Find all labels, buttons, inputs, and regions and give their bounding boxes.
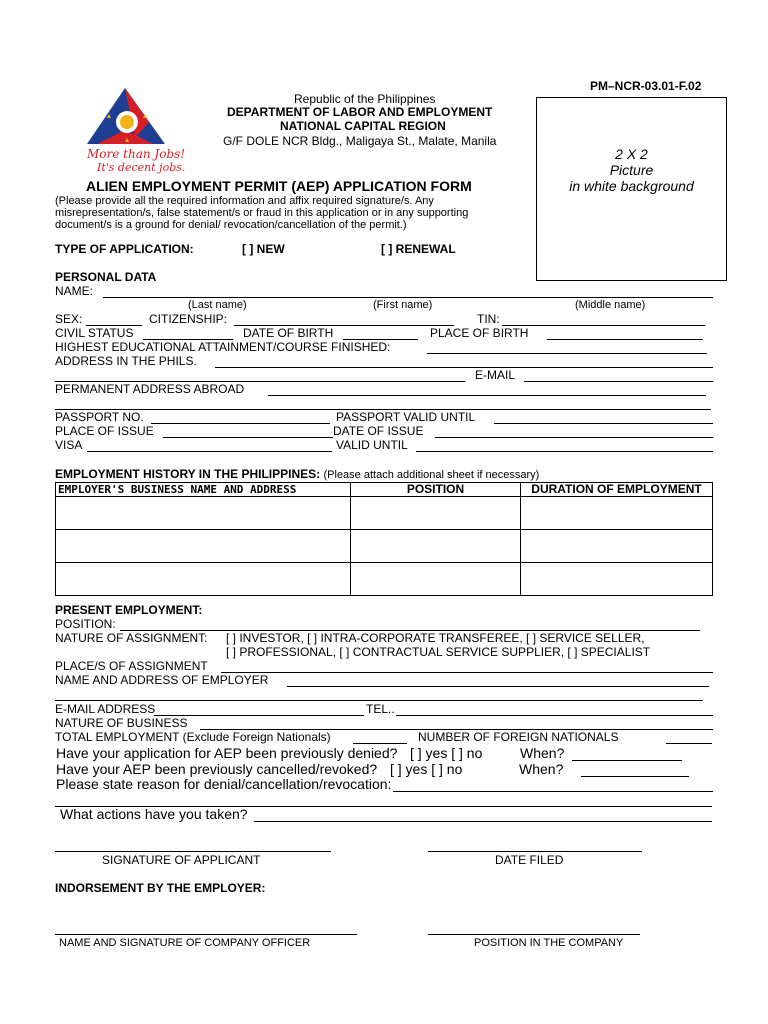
tel-label: TEL.. bbox=[366, 702, 395, 716]
email-field[interactable] bbox=[524, 381, 713, 382]
table-cell[interactable] bbox=[521, 563, 713, 596]
employment-history-heading: EMPLOYMENT HISTORY IN THE PHILIPPINES: bbox=[55, 467, 321, 481]
logo-tagline-1: More than Jobs! bbox=[87, 147, 186, 161]
passport-valid-label: PASSPORT VALID UNTIL bbox=[336, 410, 476, 424]
actions-label: What actions have you taken? bbox=[60, 806, 248, 822]
date-of-issue-label: DATE OF ISSUE bbox=[333, 424, 424, 438]
passport-no-label: PASSPORT NO. bbox=[55, 410, 144, 424]
col-employer: EMPLOYER'S BUSINESS NAME AND ADDRESS bbox=[56, 483, 351, 497]
tin-field[interactable] bbox=[502, 325, 705, 326]
tin-label: TIN: bbox=[477, 312, 500, 326]
employment-history-note: (Please attach additional sheet if necessary) bbox=[323, 469, 540, 481]
place-of-birth-label: PLACE OF BIRTH bbox=[430, 326, 529, 340]
employer-name-address-field-2[interactable] bbox=[55, 700, 703, 701]
table-cell[interactable] bbox=[56, 563, 351, 596]
instruction-line-2: misrepresentation/s, false statement/s or fraud in this application or in any supporting bbox=[55, 207, 469, 219]
denied-options[interactable]: [ ] yes [ ] no bbox=[410, 745, 483, 761]
middle-name-label: (Middle name) bbox=[575, 299, 646, 311]
position-in-company-label: POSITION IN THE COMPANY bbox=[474, 937, 624, 949]
place-of-assignment-label: PLACE/S OF ASSIGNMENT bbox=[55, 659, 208, 673]
citizenship-label: CITIZENSHIP: bbox=[149, 312, 228, 326]
employer-name-address-field[interactable] bbox=[287, 686, 709, 687]
name-field[interactable] bbox=[103, 297, 713, 298]
officer-signature-field[interactable] bbox=[55, 934, 357, 935]
date-of-issue-field[interactable] bbox=[435, 437, 713, 438]
number-foreign-label: NUMBER OF FOREIGN NATIONALS bbox=[418, 730, 619, 744]
position-in-company-field[interactable] bbox=[428, 934, 640, 935]
reason-label: Please state reason for denial/cancellation/revocation: bbox=[56, 776, 392, 792]
nature-of-business-label: NATURE OF BUSINESS bbox=[55, 716, 188, 730]
photo-line-2: Picture bbox=[609, 162, 654, 178]
when-field-2[interactable] bbox=[581, 776, 689, 777]
address-phils-field[interactable] bbox=[215, 367, 713, 368]
date-filed-label: DATE FILED bbox=[495, 853, 564, 867]
when-label-1: When? bbox=[520, 745, 565, 761]
reason-field[interactable] bbox=[393, 791, 713, 792]
nature-options-line-1[interactable]: [ ] INVESTOR, [ ] INTRA-CORPORATE TRANSFEREE, [ ] SERVICE SELLER, bbox=[226, 631, 645, 645]
actions-field[interactable] bbox=[254, 821, 712, 822]
place-of-issue-label: PLACE OF ISSUE bbox=[55, 424, 154, 438]
table-cell[interactable] bbox=[521, 530, 713, 563]
address-phils-label: ADDRESS IN THE PHILS. bbox=[55, 354, 197, 368]
sex-label: SEX: bbox=[55, 312, 83, 326]
permanent-address-field[interactable] bbox=[268, 395, 706, 396]
table-cell[interactable] bbox=[521, 497, 713, 530]
officer-signature-label: NAME AND SIGNATURE OF COMPANY OFFICER bbox=[59, 937, 311, 949]
passport-no-field[interactable] bbox=[151, 423, 330, 424]
col-position: POSITION bbox=[351, 483, 521, 497]
place-of-birth-field[interactable] bbox=[547, 339, 703, 340]
region-text: NATIONAL CAPITAL REGION bbox=[280, 119, 446, 133]
valid-until-label: VALID UNTIL bbox=[336, 438, 408, 452]
form-code: PM–NCR-03.01-F.02 bbox=[590, 79, 702, 93]
last-name-label: (Last name) bbox=[188, 299, 247, 311]
when-label-2: When? bbox=[519, 761, 564, 777]
date-filed-field[interactable] bbox=[428, 851, 642, 852]
type-of-application-label: TYPE OF APPLICATION: bbox=[55, 242, 194, 256]
form-title: ALIEN EMPLOYMENT PERMIT (AEP) APPLICATION FORM bbox=[86, 178, 472, 194]
applicant-signature-label: SIGNATURE OF APPLICANT bbox=[102, 853, 261, 867]
table-row bbox=[56, 497, 713, 530]
total-employment-field[interactable] bbox=[353, 743, 407, 744]
question-denied: Have your application for AEP been previously denied? bbox=[56, 745, 398, 761]
name-label: NAME: bbox=[55, 284, 94, 298]
email-label: E-MAIL bbox=[475, 368, 516, 382]
new-checkbox[interactable]: [ ] NEW bbox=[242, 242, 285, 256]
instruction-line-1: (Please provide all the required information and affix required signature/s. Any bbox=[55, 195, 434, 207]
applicant-signature-field[interactable] bbox=[55, 851, 331, 852]
table-cell[interactable] bbox=[56, 530, 351, 563]
education-label: HIGHEST EDUCATIONAL ATTAINMENT/COURSE FINISHED: bbox=[55, 340, 391, 354]
office-address: G/F DOLE NCR Bldg., Maligaya St., Malate, Manila bbox=[223, 134, 497, 148]
dole-logo bbox=[85, 82, 195, 182]
photo-line-3: in white background bbox=[569, 178, 694, 194]
table-cell[interactable] bbox=[351, 497, 521, 530]
table-cell[interactable] bbox=[351, 563, 521, 596]
position-label: POSITION: bbox=[55, 617, 116, 631]
republic-text: Republic of the Philippines bbox=[294, 92, 436, 106]
employment-history-header bbox=[55, 468, 539, 482]
cancelled-options[interactable]: [ ] yes [ ] no bbox=[390, 761, 463, 777]
present-employment-heading: PRESENT EMPLOYMENT: bbox=[55, 603, 203, 617]
table-header-row bbox=[56, 483, 713, 497]
valid-until-field[interactable] bbox=[416, 451, 713, 452]
photo-line-1: 2 X 2 bbox=[615, 146, 648, 162]
visa-label: VISA bbox=[55, 438, 83, 452]
instruction-line-3: document/s is a ground for denial/ revocation/cancellation of the permit.) bbox=[55, 219, 407, 231]
logo-tagline-2: It's decent jobs. bbox=[97, 161, 186, 174]
education-field[interactable] bbox=[427, 353, 707, 354]
department-text: DEPARTMENT OF LABOR AND EMPLOYMENT bbox=[227, 105, 493, 119]
table-row bbox=[56, 563, 713, 596]
table-row bbox=[56, 530, 713, 563]
tel-field[interactable] bbox=[396, 715, 713, 716]
passport-valid-field[interactable] bbox=[494, 423, 713, 424]
instructions bbox=[55, 195, 532, 207]
when-field-1[interactable] bbox=[572, 760, 682, 761]
renewal-checkbox[interactable]: [ ] RENEWAL bbox=[381, 242, 456, 256]
table-cell[interactable] bbox=[351, 530, 521, 563]
photo-box bbox=[536, 97, 727, 281]
permanent-address-label: PERMANENT ADDRESS ABROAD bbox=[55, 382, 245, 396]
number-foreign-field[interactable] bbox=[666, 743, 712, 744]
total-employment-label: TOTAL EMPLOYMENT (Exclude Foreign Nationals) bbox=[55, 730, 331, 744]
employer-name-address-label: NAME AND ADDRESS OF EMPLOYER bbox=[55, 673, 269, 687]
indorsement-heading: INDORSEMENT BY THE EMPLOYER: bbox=[55, 881, 266, 895]
civil-status-label: CIVIL STATUS bbox=[55, 326, 134, 340]
personal-data-heading: PERSONAL DATA bbox=[55, 270, 157, 284]
nature-options-line-2[interactable]: [ ] PROFESSIONAL, [ ] CONTRACTUAL SERVICE SUPPLIER, [ ] SPECIALIST bbox=[226, 645, 651, 659]
email-address-label: E-MAIL ADDRESS bbox=[55, 702, 156, 716]
col-duration: DURATION OF EMPLOYMENT bbox=[521, 483, 713, 497]
place-of-issue-field[interactable] bbox=[163, 437, 333, 438]
nature-of-assignment-label: NATURE OF ASSIGNMENT: bbox=[55, 631, 208, 645]
question-cancelled: Have your AEP been previously cancelled/revoked? bbox=[56, 761, 378, 777]
place-of-assignment-field[interactable] bbox=[221, 672, 713, 673]
date-of-birth-label: DATE OF BIRTH bbox=[243, 326, 334, 340]
employment-history-table bbox=[55, 482, 713, 596]
table-cell[interactable] bbox=[56, 497, 351, 530]
visa-field[interactable] bbox=[87, 451, 332, 452]
first-name-label: (First name) bbox=[373, 299, 433, 311]
